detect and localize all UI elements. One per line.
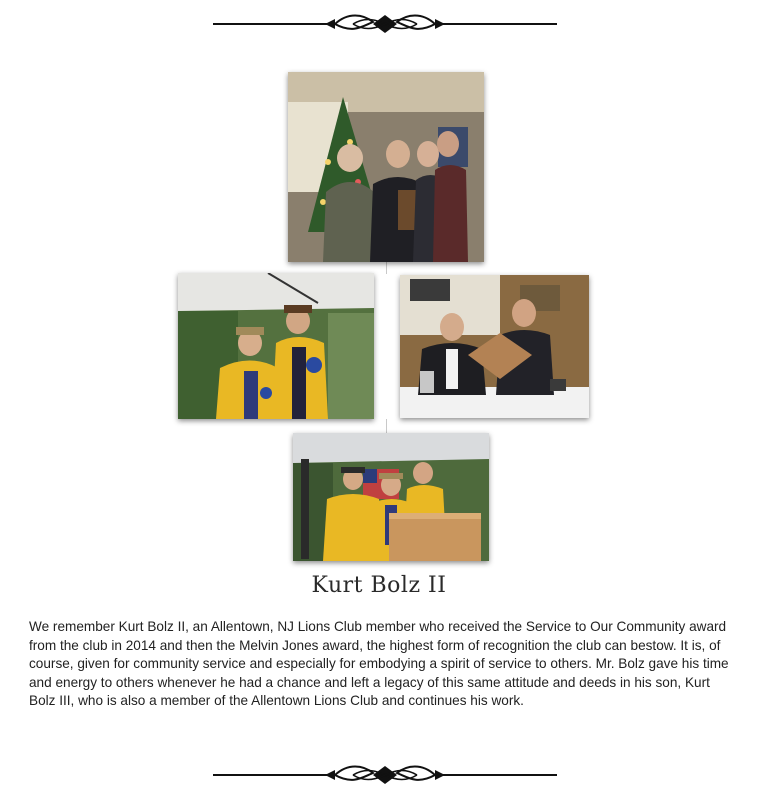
- lions-members-canopy-photo: [178, 273, 374, 419]
- photo-illustration: [400, 275, 589, 418]
- award-presentation-photo: [288, 72, 484, 262]
- connector-line: [386, 262, 387, 274]
- photo-illustration: [293, 433, 489, 561]
- plaque-presentation-photo: [400, 275, 589, 418]
- flourish-divider-icon: [213, 763, 557, 787]
- flourish-divider-icon: [213, 12, 557, 36]
- lions-booth-photo: [293, 433, 489, 561]
- photo-illustration: [178, 273, 374, 419]
- bottom-ornamental-divider: [213, 763, 557, 787]
- photo-illustration: [288, 72, 484, 262]
- memorial-paragraph: We remember Kurt Bolz II, an Allentown, NJ Lions Club member who received the Service to Our Community award from the club in 2014 and then the Melvin Jones award, the highest form of recognition the club can bestow. It is, of course, given for community service and especially for embodying a spirit of service to others. Mr. Bolz gave his time and energy to others whenever he had a chance and left a legacy of this same attitude and deeds in his son, Kurt Bolz III, who is also a member of the Allentown Lions Club and continues his work.: [29, 619, 729, 709]
- top-ornamental-divider: [213, 12, 557, 36]
- page-title: Kurt Bolz II: [311, 573, 447, 598]
- connector-line: [386, 419, 387, 433]
